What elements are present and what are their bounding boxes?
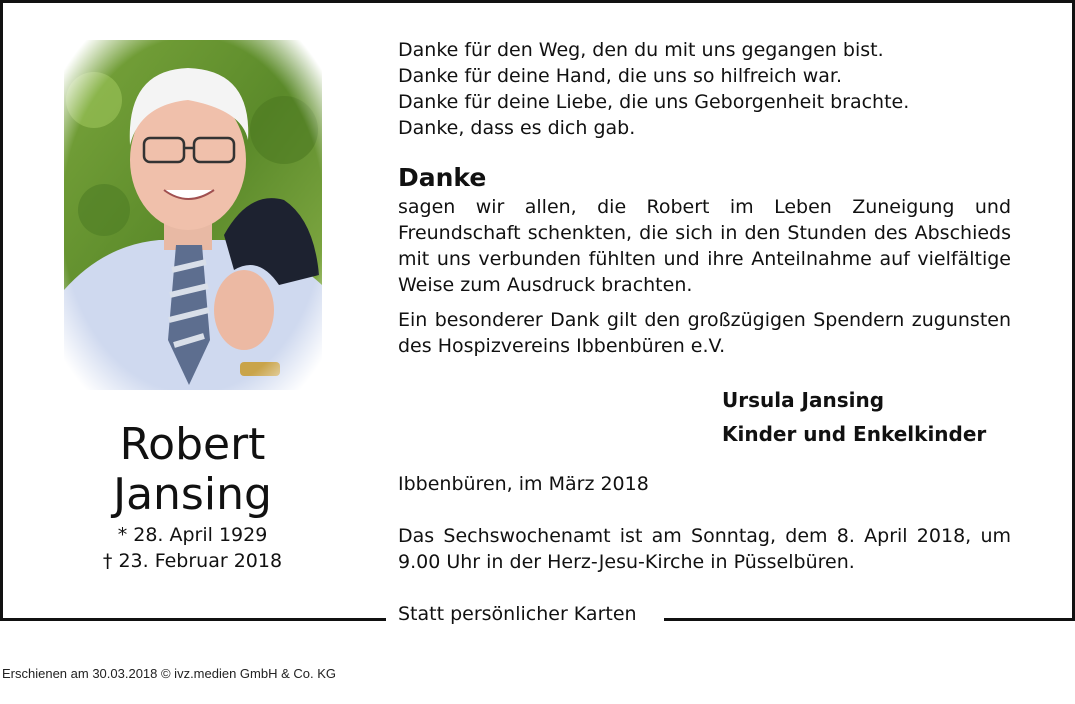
life-dates [60, 522, 325, 574]
death-date: † 23. Februar 2018 [102, 550, 283, 572]
service-info: Das Sechswochenamt ist am Sonntag, dem 8. April 2018, um 9.00 Uhr in der Herz-Jesu-Kirche in Püsselbüren. [398, 525, 1011, 573]
place-date: Ibbenbüren, im März 2018 [398, 473, 649, 495]
border-bottom-right [664, 618, 1075, 621]
poem-line: Danke für den Weg, den du mit uns gegangen bist. [398, 39, 884, 61]
signer-primary: Ursula Jansing [722, 388, 885, 412]
thanks-paragraph: sagen wir allen, die Robert im Leben Zuneigung und Freundschaft schenkten, die sich in den Stunden des Abschieds mit uns verbunden fühlten und ihre Anteilnahme auf vielfältige Weise zum Ausdruck brachten. [398, 196, 1011, 296]
birth-date: * 28. April 1929 [117, 524, 268, 546]
signers [722, 383, 986, 451]
publisher-line: Erschienen am 30.03.2018 © ivz.medien GmbH & Co. KG [2, 666, 337, 681]
danke-heading: Danke [398, 163, 487, 192]
border-left [0, 0, 3, 621]
poem [398, 37, 1011, 141]
first-name: Robert [119, 419, 266, 470]
border-bottom-left [0, 618, 386, 621]
portrait-photo [64, 40, 322, 390]
deceased-name [60, 420, 325, 520]
signer-family: Kinder und Enkelkinder [722, 422, 987, 446]
poem-line: Danke für deine Liebe, die uns Geborgenheit brachte. [398, 91, 910, 113]
footer-note: Statt persönlicher Karten [398, 603, 637, 625]
border-top [0, 0, 1075, 3]
last-name: Jansing [113, 469, 272, 520]
poem-line: Danke für deine Hand, die uns so hilfreich war. [398, 65, 842, 87]
poem-line: Danke, dass es dich gab. [398, 117, 636, 139]
donation-paragraph: Ein besonderer Dank gilt den großzügigen Spendern zugunsten des Hospizvereins Ibbenbüren e.V. [398, 309, 1011, 357]
